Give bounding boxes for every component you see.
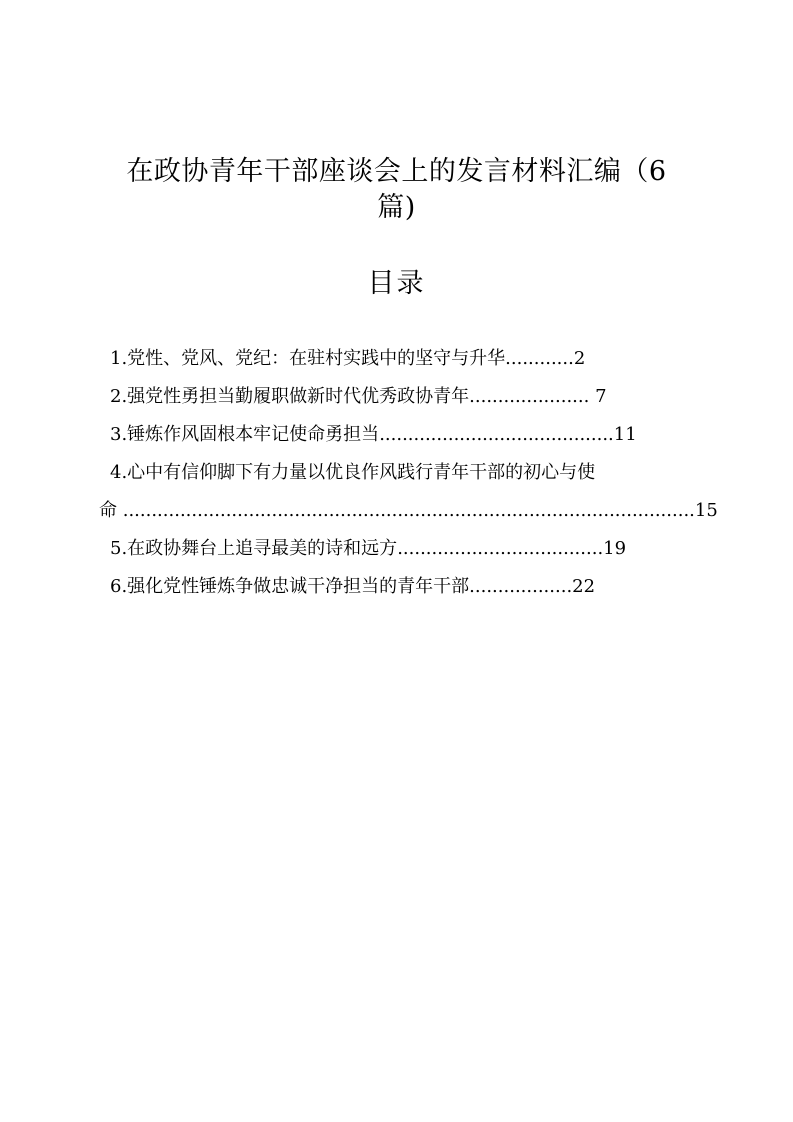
toc-page-number: 7 [595,386,607,407]
toc-entry-3[interactable] [110,421,637,449]
toc-leader-dots: .................................... [397,538,604,559]
toc-page-number: 2 [573,348,586,369]
toc-entry-text: 3.锤炼作风固根本牢记使命勇担当 [110,424,380,445]
toc-leader-dots: .................. [469,576,573,597]
toc-entry-4-line-1[interactable] [110,459,595,487]
toc-leader-dots: ..................... [469,386,596,407]
toc-page-number: 22 [572,576,596,597]
toc-entry-1[interactable] [110,345,585,373]
toc-entry-2[interactable] [110,383,607,411]
toc-entry-text: 4.心中有信仰脚下有力量以优良作风践行青年干部的初心与使 [110,462,596,483]
toc-leader-dots: ......................................... [379,424,614,445]
toc-page-number: 11 [613,424,637,445]
toc-entry-5[interactable] [110,535,626,563]
toc-entry-text: 5.在政协舞台上追寻最美的诗和远方 [110,538,398,559]
document-title-line-2: 篇) [377,192,416,223]
toc-heading: 目录 [367,268,426,299]
toc-leader-dots: ............ [505,348,574,369]
toc-entry-4-line-2[interactable] [99,497,718,525]
toc-entry-text: 2.强党性勇担当勤履职做新时代优秀政协青年 [110,386,470,407]
toc-leader-dots: .................................................................................................... [117,500,695,521]
toc-page-number: 15 [694,500,718,521]
toc-entry-text: 6.强化党性锤炼争做忠诚干净担当的青年干部 [110,576,470,597]
toc-entry-text: 1.党性、党风、党纪：在驻村实践中的坚守与升华 [110,348,506,369]
document-title-line-1: 在政协青年干部座谈会上的发言材料汇编（6 [126,156,667,187]
toc-page-number: 19 [603,538,627,559]
toc-entry-text-continued: 命 [99,500,117,521]
toc-entry-6[interactable] [110,573,595,601]
